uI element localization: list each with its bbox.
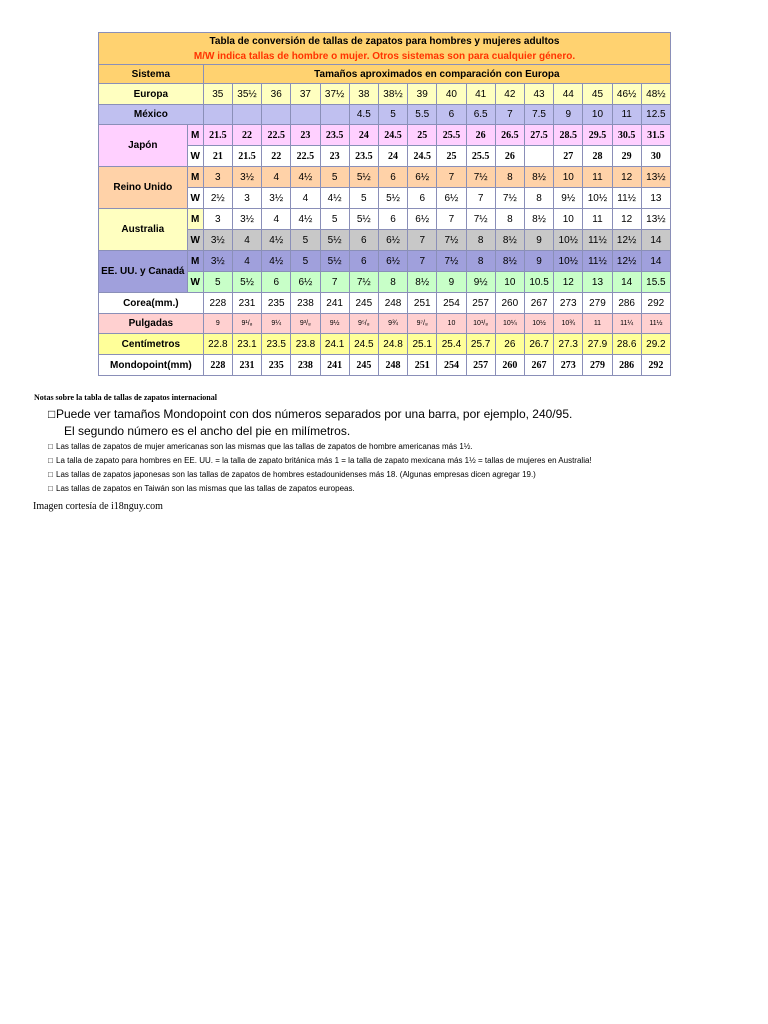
table-cell: 28 xyxy=(583,146,612,167)
table-cell: 23.5 xyxy=(320,125,349,146)
table-cell: 10½ xyxy=(583,188,612,209)
row-label: Australia xyxy=(99,209,188,251)
table-cell: 7 xyxy=(466,188,495,209)
note-text: Puede ver tamaños Mondopoint con dos números separados por una barra, por ejemplo, 240/95. xyxy=(56,407,573,421)
table-cell: 6 xyxy=(378,167,407,188)
table-cell: 11 xyxy=(583,314,612,334)
table-cell: 11½ xyxy=(583,251,612,272)
table-cell: 26 xyxy=(466,125,495,146)
table-cell: 10.5 xyxy=(524,272,553,293)
table-cell: 254 xyxy=(437,355,466,376)
note-text: Las tallas de zapatos japonesas son las tallas de zapatos de hombres estadounidenses más 18. (Algunas empresas dicen agregar 19.) xyxy=(56,470,536,479)
table-cell: 11 xyxy=(583,209,612,230)
table-cell: 235 xyxy=(262,293,291,314)
table-cell: 286 xyxy=(612,355,641,376)
table-cell: 6½ xyxy=(378,251,407,272)
table-cell: 13 xyxy=(641,188,670,209)
table-cell: 3 xyxy=(203,209,232,230)
table-cell: 12 xyxy=(612,167,641,188)
table-header-cell xyxy=(99,33,671,65)
table-cell: 4 xyxy=(262,209,291,230)
row-label: Japón xyxy=(99,125,188,167)
table-cell: 10½ xyxy=(554,251,583,272)
table-cell: 26 xyxy=(495,334,524,355)
table-cell: 27.9 xyxy=(583,334,612,355)
table-cell: 241 xyxy=(320,293,349,314)
table-cell: 9½ xyxy=(554,188,583,209)
table-cell: 22.8 xyxy=(203,334,232,355)
table-cell: 25.1 xyxy=(408,334,437,355)
bullet-icon: □ xyxy=(48,470,53,479)
table-cell: 9³/₈ xyxy=(291,314,320,334)
table-cell: 260 xyxy=(495,293,524,314)
gender-label-m: M xyxy=(187,167,203,188)
table-cell: 25.7 xyxy=(466,334,495,355)
table-cell: 7½ xyxy=(495,188,524,209)
table-subtitle: M/W indica tallas de hombre o mujer. Otros sistemas son para cualquier género. xyxy=(193,50,576,62)
gender-label-m: M xyxy=(187,125,203,146)
table-cell: 9¹/₈ xyxy=(232,314,261,334)
table-cell: 10 xyxy=(583,105,612,125)
note-text: Las tallas de zapatos de mujer americanas son las mismas que las tallas de zapatos de hombre americanas más 1½. xyxy=(56,442,473,451)
system-header: Sistema xyxy=(99,65,204,84)
table-cell: 5 xyxy=(203,272,232,293)
table-cell: 8 xyxy=(466,230,495,251)
table-cell: 14 xyxy=(612,272,641,293)
table-cell: 26.7 xyxy=(524,334,553,355)
table-cell: 231 xyxy=(232,293,261,314)
table-cell: 8 xyxy=(524,188,553,209)
table-cell: 257 xyxy=(466,355,495,376)
table-cell: 228 xyxy=(203,355,232,376)
table-cell: 27.3 xyxy=(554,334,583,355)
table-cell: 7.5 xyxy=(524,105,553,125)
table-row xyxy=(99,167,671,188)
table-cell: 7 xyxy=(408,230,437,251)
table-cell: 10 xyxy=(437,314,466,334)
table-cell: 4½ xyxy=(262,251,291,272)
table-cell: 4 xyxy=(232,251,261,272)
row-label: Reino Unido xyxy=(99,167,188,209)
row-label: EE. UU. y Canadá xyxy=(99,251,188,293)
table-cell: 267 xyxy=(524,355,553,376)
table-cell: 9 xyxy=(524,251,553,272)
table-cell: 4 xyxy=(262,167,291,188)
table-cell: 23.5 xyxy=(349,146,378,167)
table-cell: 14 xyxy=(641,251,670,272)
table-cell: 3½ xyxy=(232,167,261,188)
table-cell: 6 xyxy=(437,105,466,125)
table-cell: 24 xyxy=(378,146,407,167)
table-cell: 6½ xyxy=(408,167,437,188)
table-cell: 7 xyxy=(408,251,437,272)
table-cell: 38 xyxy=(349,84,378,105)
table-cell: 9 xyxy=(203,314,232,334)
table-cell: 273 xyxy=(554,355,583,376)
table-cell: 7 xyxy=(437,209,466,230)
table-cell: 3½ xyxy=(203,251,232,272)
table-cell: 286 xyxy=(612,293,641,314)
bullet-icon: □ xyxy=(48,484,53,493)
table-cell: 9½ xyxy=(466,272,495,293)
table-cell: 24 xyxy=(349,125,378,146)
table-cell: 10 xyxy=(554,167,583,188)
table-cell: 24.5 xyxy=(349,334,378,355)
table-cell xyxy=(262,105,291,125)
table-cell: 11 xyxy=(612,105,641,125)
table-cell: 22 xyxy=(232,125,261,146)
table-cell: 30 xyxy=(641,146,670,167)
notes-section xyxy=(34,393,734,498)
table-cell: 12 xyxy=(554,272,583,293)
table-cell: 26.5 xyxy=(495,125,524,146)
table-cell: 28.6 xyxy=(612,334,641,355)
table-cell: 7½ xyxy=(466,167,495,188)
table-row xyxy=(99,314,671,334)
table-cell: 4½ xyxy=(262,230,291,251)
table-cell: 9⁷/₈ xyxy=(408,314,437,334)
table-cell: 13 xyxy=(583,272,612,293)
table-row xyxy=(99,251,671,272)
table-cell: 3 xyxy=(203,167,232,188)
table-cell: 25 xyxy=(437,146,466,167)
table-cell: 11¼ xyxy=(612,314,641,334)
table-cell: 22 xyxy=(262,146,291,167)
table-cell: 38½ xyxy=(378,84,407,105)
table-cell: 25.4 xyxy=(437,334,466,355)
table-cell: 12.5 xyxy=(641,105,670,125)
gender-label-w: W xyxy=(187,146,203,167)
table-cell: 8½ xyxy=(408,272,437,293)
table-cell: 8½ xyxy=(524,209,553,230)
table-cell: 10 xyxy=(495,272,524,293)
table-cell: 21 xyxy=(203,146,232,167)
table-cell: 3½ xyxy=(232,209,261,230)
table-cell: 35 xyxy=(203,84,232,105)
table-cell: 26 xyxy=(495,146,524,167)
table-cell: 5½ xyxy=(320,230,349,251)
table-cell: 4 xyxy=(232,230,261,251)
table-row xyxy=(99,209,671,230)
note-item xyxy=(48,456,734,465)
table-cell: 4 xyxy=(291,188,320,209)
table-cell: 245 xyxy=(349,355,378,376)
table-cell: 24.5 xyxy=(378,125,407,146)
table-cell: 21.5 xyxy=(203,125,232,146)
table-cell: 29 xyxy=(612,146,641,167)
table-cell: 292 xyxy=(641,293,670,314)
table-cell: 11½ xyxy=(641,314,670,334)
table-cell: 3½ xyxy=(262,188,291,209)
table-cell: 27.5 xyxy=(524,125,553,146)
table-cell: 4.5 xyxy=(349,105,378,125)
size-conversion-table xyxy=(98,32,671,376)
note-item xyxy=(48,442,734,451)
table-cell: 22.5 xyxy=(262,125,291,146)
table-cell: 23 xyxy=(320,146,349,167)
table-cell: 10¹/₈ xyxy=(466,314,495,334)
table-cell: 29.2 xyxy=(641,334,670,355)
table-cell: 30.5 xyxy=(612,125,641,146)
table-cell: 5 xyxy=(378,105,407,125)
table-cell: 7½ xyxy=(349,272,378,293)
table-cell: 41 xyxy=(466,84,495,105)
table-cell: 24.8 xyxy=(378,334,407,355)
table-cell: 5½ xyxy=(232,272,261,293)
table-cell: 8½ xyxy=(495,230,524,251)
table-cell: 39 xyxy=(408,84,437,105)
table-cell: 7 xyxy=(320,272,349,293)
table-cell: 7 xyxy=(437,167,466,188)
table-cell: 6½ xyxy=(291,272,320,293)
table-cell: 248 xyxy=(378,293,407,314)
row-label: Pulgadas xyxy=(99,314,204,334)
table-cell: 37½ xyxy=(320,84,349,105)
table-cell: 31.5 xyxy=(641,125,670,146)
row-label: México xyxy=(99,105,204,125)
table-cell: 10½ xyxy=(554,230,583,251)
table-cell: 260 xyxy=(495,355,524,376)
table-cell: 2½ xyxy=(203,188,232,209)
table-cell: 43 xyxy=(524,84,553,105)
table-cell: 9½ xyxy=(320,314,349,334)
table-cell: 42 xyxy=(495,84,524,105)
table-cell: 9 xyxy=(524,230,553,251)
table-cell: 4½ xyxy=(320,188,349,209)
table-cell: 10¼ xyxy=(495,314,524,334)
table-cell: 46½ xyxy=(612,84,641,105)
gender-label-w: W xyxy=(187,272,203,293)
table-cell: 9 xyxy=(554,105,583,125)
table-cell: 6 xyxy=(349,230,378,251)
table-cell: 27 xyxy=(554,146,583,167)
table-cell: 6 xyxy=(262,272,291,293)
table-cell: 10¾ xyxy=(554,314,583,334)
table-cell: 8 xyxy=(495,209,524,230)
table-cell: 4½ xyxy=(291,167,320,188)
table-cell: 7 xyxy=(495,105,524,125)
table-cell: 238 xyxy=(291,355,320,376)
table-row xyxy=(99,355,671,376)
table-cell: 5 xyxy=(320,167,349,188)
table-cell: 44 xyxy=(554,84,583,105)
row-label: Europa xyxy=(99,84,204,105)
table-cell: 231 xyxy=(232,355,261,376)
table-cell: 10 xyxy=(554,209,583,230)
table-cell: 251 xyxy=(408,355,437,376)
table-row xyxy=(99,293,671,314)
table-cell xyxy=(232,105,261,125)
table-cell: 8½ xyxy=(495,251,524,272)
table-cell xyxy=(320,105,349,125)
table-row xyxy=(99,105,671,125)
sizes-header: Tamaños aproximados en comparación con Europa xyxy=(203,65,670,84)
bullet-icon: □ xyxy=(48,407,56,421)
table-cell: 23.5 xyxy=(262,334,291,355)
table-cell: 254 xyxy=(437,293,466,314)
table-cell: 23.8 xyxy=(291,334,320,355)
table-cell: 7½ xyxy=(437,251,466,272)
table-cell: 279 xyxy=(583,293,612,314)
table-cell: 5 xyxy=(291,251,320,272)
table-cell: 5 xyxy=(349,188,378,209)
table-cell: 9 xyxy=(437,272,466,293)
note-item xyxy=(64,424,734,438)
table-cell: 6½ xyxy=(437,188,466,209)
table-cell: 13½ xyxy=(641,167,670,188)
table-body xyxy=(99,33,671,376)
table-cell: 25.5 xyxy=(437,125,466,146)
table-cell xyxy=(203,105,232,125)
table-cell: 267 xyxy=(524,293,553,314)
row-label: Corea(mm.) xyxy=(99,293,204,314)
notes-title: Notas sobre la tabla de tallas de zapatos internacional xyxy=(34,393,217,402)
table-cell: 11½ xyxy=(583,230,612,251)
table-cell: 45 xyxy=(583,84,612,105)
table-cell: 22.5 xyxy=(291,146,320,167)
table-cell: 23 xyxy=(291,125,320,146)
table-cell: 7½ xyxy=(466,209,495,230)
table-cell: 292 xyxy=(641,355,670,376)
table-cell xyxy=(291,105,320,125)
table-cell: 5½ xyxy=(349,209,378,230)
table-cell: 251 xyxy=(408,293,437,314)
table-cell: 8 xyxy=(466,251,495,272)
table-cell: 48½ xyxy=(641,84,670,105)
table-cell: 28.5 xyxy=(554,125,583,146)
table-cell: 15.5 xyxy=(641,272,670,293)
table-cell: 238 xyxy=(291,293,320,314)
table-cell: 3 xyxy=(232,188,261,209)
table-cell: 6.5 xyxy=(466,105,495,125)
table-cell: 12 xyxy=(612,209,641,230)
table-cell: 9¼ xyxy=(262,314,291,334)
table-cell: 6 xyxy=(408,188,437,209)
table-row xyxy=(99,334,671,355)
table-cell: 29.5 xyxy=(583,125,612,146)
note-text: La talla de zapato para hombres en EE. UU. = la talla de zapato británica más 1 = la talla de zapato mexicana más 1½ = tallas de mujeres en Australia! xyxy=(56,456,592,465)
table-cell: 36 xyxy=(262,84,291,105)
table-cell xyxy=(524,146,553,167)
table-cell: 228 xyxy=(203,293,232,314)
image-credit: Imagen cortesía de i18nguy.com xyxy=(33,501,163,512)
table-cell: 245 xyxy=(349,293,378,314)
note-item xyxy=(48,484,734,493)
table-cell: 23.1 xyxy=(232,334,261,355)
table-cell: 40 xyxy=(437,84,466,105)
table-row xyxy=(99,84,671,105)
table-cell: 5½ xyxy=(378,188,407,209)
table-cell: 257 xyxy=(466,293,495,314)
table-cell: 9¾ xyxy=(378,314,407,334)
table-cell: 235 xyxy=(262,355,291,376)
table-cell: 241 xyxy=(320,355,349,376)
table-cell: 5 xyxy=(291,230,320,251)
table-cell: 8 xyxy=(495,167,524,188)
table-cell: 6½ xyxy=(378,230,407,251)
table-cell: 4½ xyxy=(291,209,320,230)
table-cell: 13½ xyxy=(641,209,670,230)
table-cell: 279 xyxy=(583,355,612,376)
note-text: Las tallas de zapatos en Taiwán son las mismas que las tallas de zapatos europeas. xyxy=(56,484,355,493)
row-label: Centímetros xyxy=(99,334,204,355)
table-cell: 7½ xyxy=(437,230,466,251)
table-cell: 25.5 xyxy=(466,146,495,167)
table-cell: 8 xyxy=(378,272,407,293)
note-text: El segundo número es el ancho del pie en milímetros. xyxy=(64,424,351,438)
table-cell: 25 xyxy=(408,125,437,146)
gender-label-w: W xyxy=(187,230,203,251)
table-cell: 6 xyxy=(378,209,407,230)
table-cell: 24.5 xyxy=(408,146,437,167)
note-item xyxy=(48,470,734,479)
table-cell: 14 xyxy=(641,230,670,251)
gender-label-m: M xyxy=(187,251,203,272)
table-cell: 5½ xyxy=(349,167,378,188)
table-cell: 5.5 xyxy=(408,105,437,125)
row-label: Mondopoint(mm) xyxy=(99,355,204,376)
table-cell: 21.5 xyxy=(232,146,261,167)
table-cell: 273 xyxy=(554,293,583,314)
gender-label-m: M xyxy=(187,209,203,230)
table-row xyxy=(99,125,671,146)
table-cell: 35½ xyxy=(232,84,261,105)
table-cell: 6 xyxy=(349,251,378,272)
table-cell: 3½ xyxy=(203,230,232,251)
table-cell: 11½ xyxy=(612,188,641,209)
table-cell: 5½ xyxy=(320,251,349,272)
gender-label-w: W xyxy=(187,188,203,209)
table-cell: 8½ xyxy=(524,167,553,188)
table-cell: 10½ xyxy=(524,314,553,334)
table-cell: 5 xyxy=(320,209,349,230)
table-cell: 9⁵/₈ xyxy=(349,314,378,334)
table-title: Tabla de conversión de tallas de zapatos para hombres y mujeres adultos xyxy=(209,35,560,47)
note-item xyxy=(48,407,734,421)
table-cell: 11 xyxy=(583,167,612,188)
bullet-icon: □ xyxy=(48,456,53,465)
table-cell: 12½ xyxy=(612,230,641,251)
table-cell: 12½ xyxy=(612,251,641,272)
table-cell: 248 xyxy=(378,355,407,376)
table-cell: 24.1 xyxy=(320,334,349,355)
bullet-icon: □ xyxy=(48,442,53,451)
table-cell: 37 xyxy=(291,84,320,105)
table-cell: 6½ xyxy=(408,209,437,230)
